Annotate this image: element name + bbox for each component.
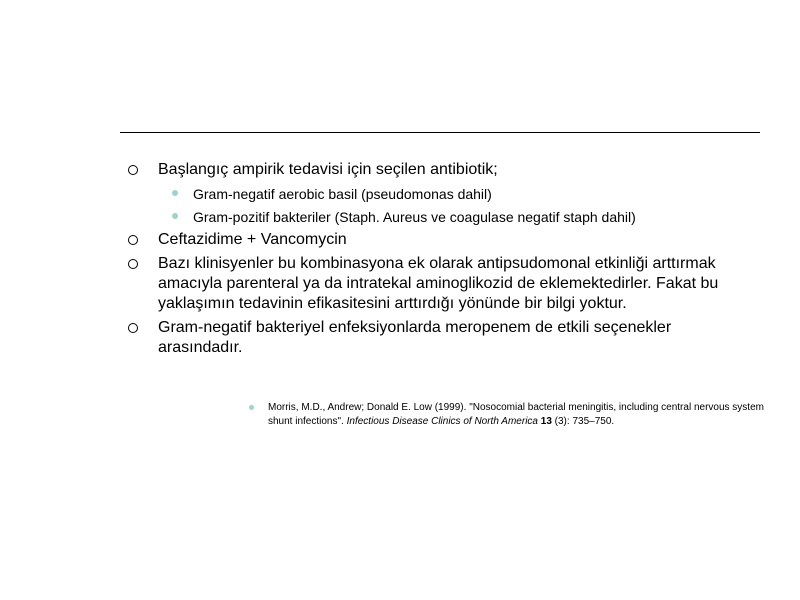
bullet-item	[120, 230, 760, 250]
reference-volume: 13	[540, 416, 552, 427]
bullet-text: Ceftazidime + Vancomycin	[158, 231, 347, 248]
title-divider	[120, 132, 760, 133]
slide-content	[120, 160, 760, 362]
dot-bullet-icon	[172, 213, 178, 219]
sub-bullet-text: Gram-negatif aerobic basil (pseudomonas dahil)	[193, 186, 492, 202]
hollow-circle-bullet-icon	[128, 235, 138, 245]
hollow-circle-bullet-icon	[128, 323, 138, 333]
sub-bullet-item	[120, 184, 760, 204]
sub-bullet-item	[120, 207, 760, 227]
reference-separator: .	[341, 416, 347, 427]
bullet-text: Gram-negatif bakteriyel enfeksiyonlarda meropenem de etkili seçenekler arasındadır.	[158, 319, 672, 356]
hollow-circle-bullet-icon	[128, 259, 138, 269]
reference-title: "Nosocomial bacterial meningitis, including central nervous system shunt infections"	[268, 402, 764, 427]
bullet-item	[120, 318, 760, 358]
bullet-item	[120, 160, 760, 180]
reference-issue-pages: (3): 735–750.	[551, 416, 615, 427]
sub-bullet-text: Gram-pozitif bakteriler (Staph. Aureus ve coagulase negatif staph dahil)	[193, 209, 636, 225]
sub-bullet-list	[120, 184, 760, 227]
dot-bullet-icon	[249, 405, 254, 410]
bullet-item	[120, 254, 760, 314]
bullet-text: Başlangıç ampirik tedavisi için seçilen antibiotik;	[158, 161, 498, 178]
bullet-text: Bazı klinisyenler bu kombinasyona ek olarak antipsudomonal etkinliği arttırmak amacıyla parenteral ya da intratekal aminoglikozid de eklemektedirler. Fakat bu yaklaşımın tedavinin efikasitesini arttırdığı yönünde bir bilgi yoktur.	[158, 255, 719, 312]
reference-journal: Infectious Disease Clinics of North America	[346, 416, 538, 427]
dot-bullet-icon	[172, 190, 178, 196]
reference-citation	[248, 401, 768, 429]
hollow-circle-bullet-icon	[128, 165, 138, 175]
reference-authors: Morris, M.D., Andrew; Donald E. Low (1999).	[268, 402, 470, 413]
